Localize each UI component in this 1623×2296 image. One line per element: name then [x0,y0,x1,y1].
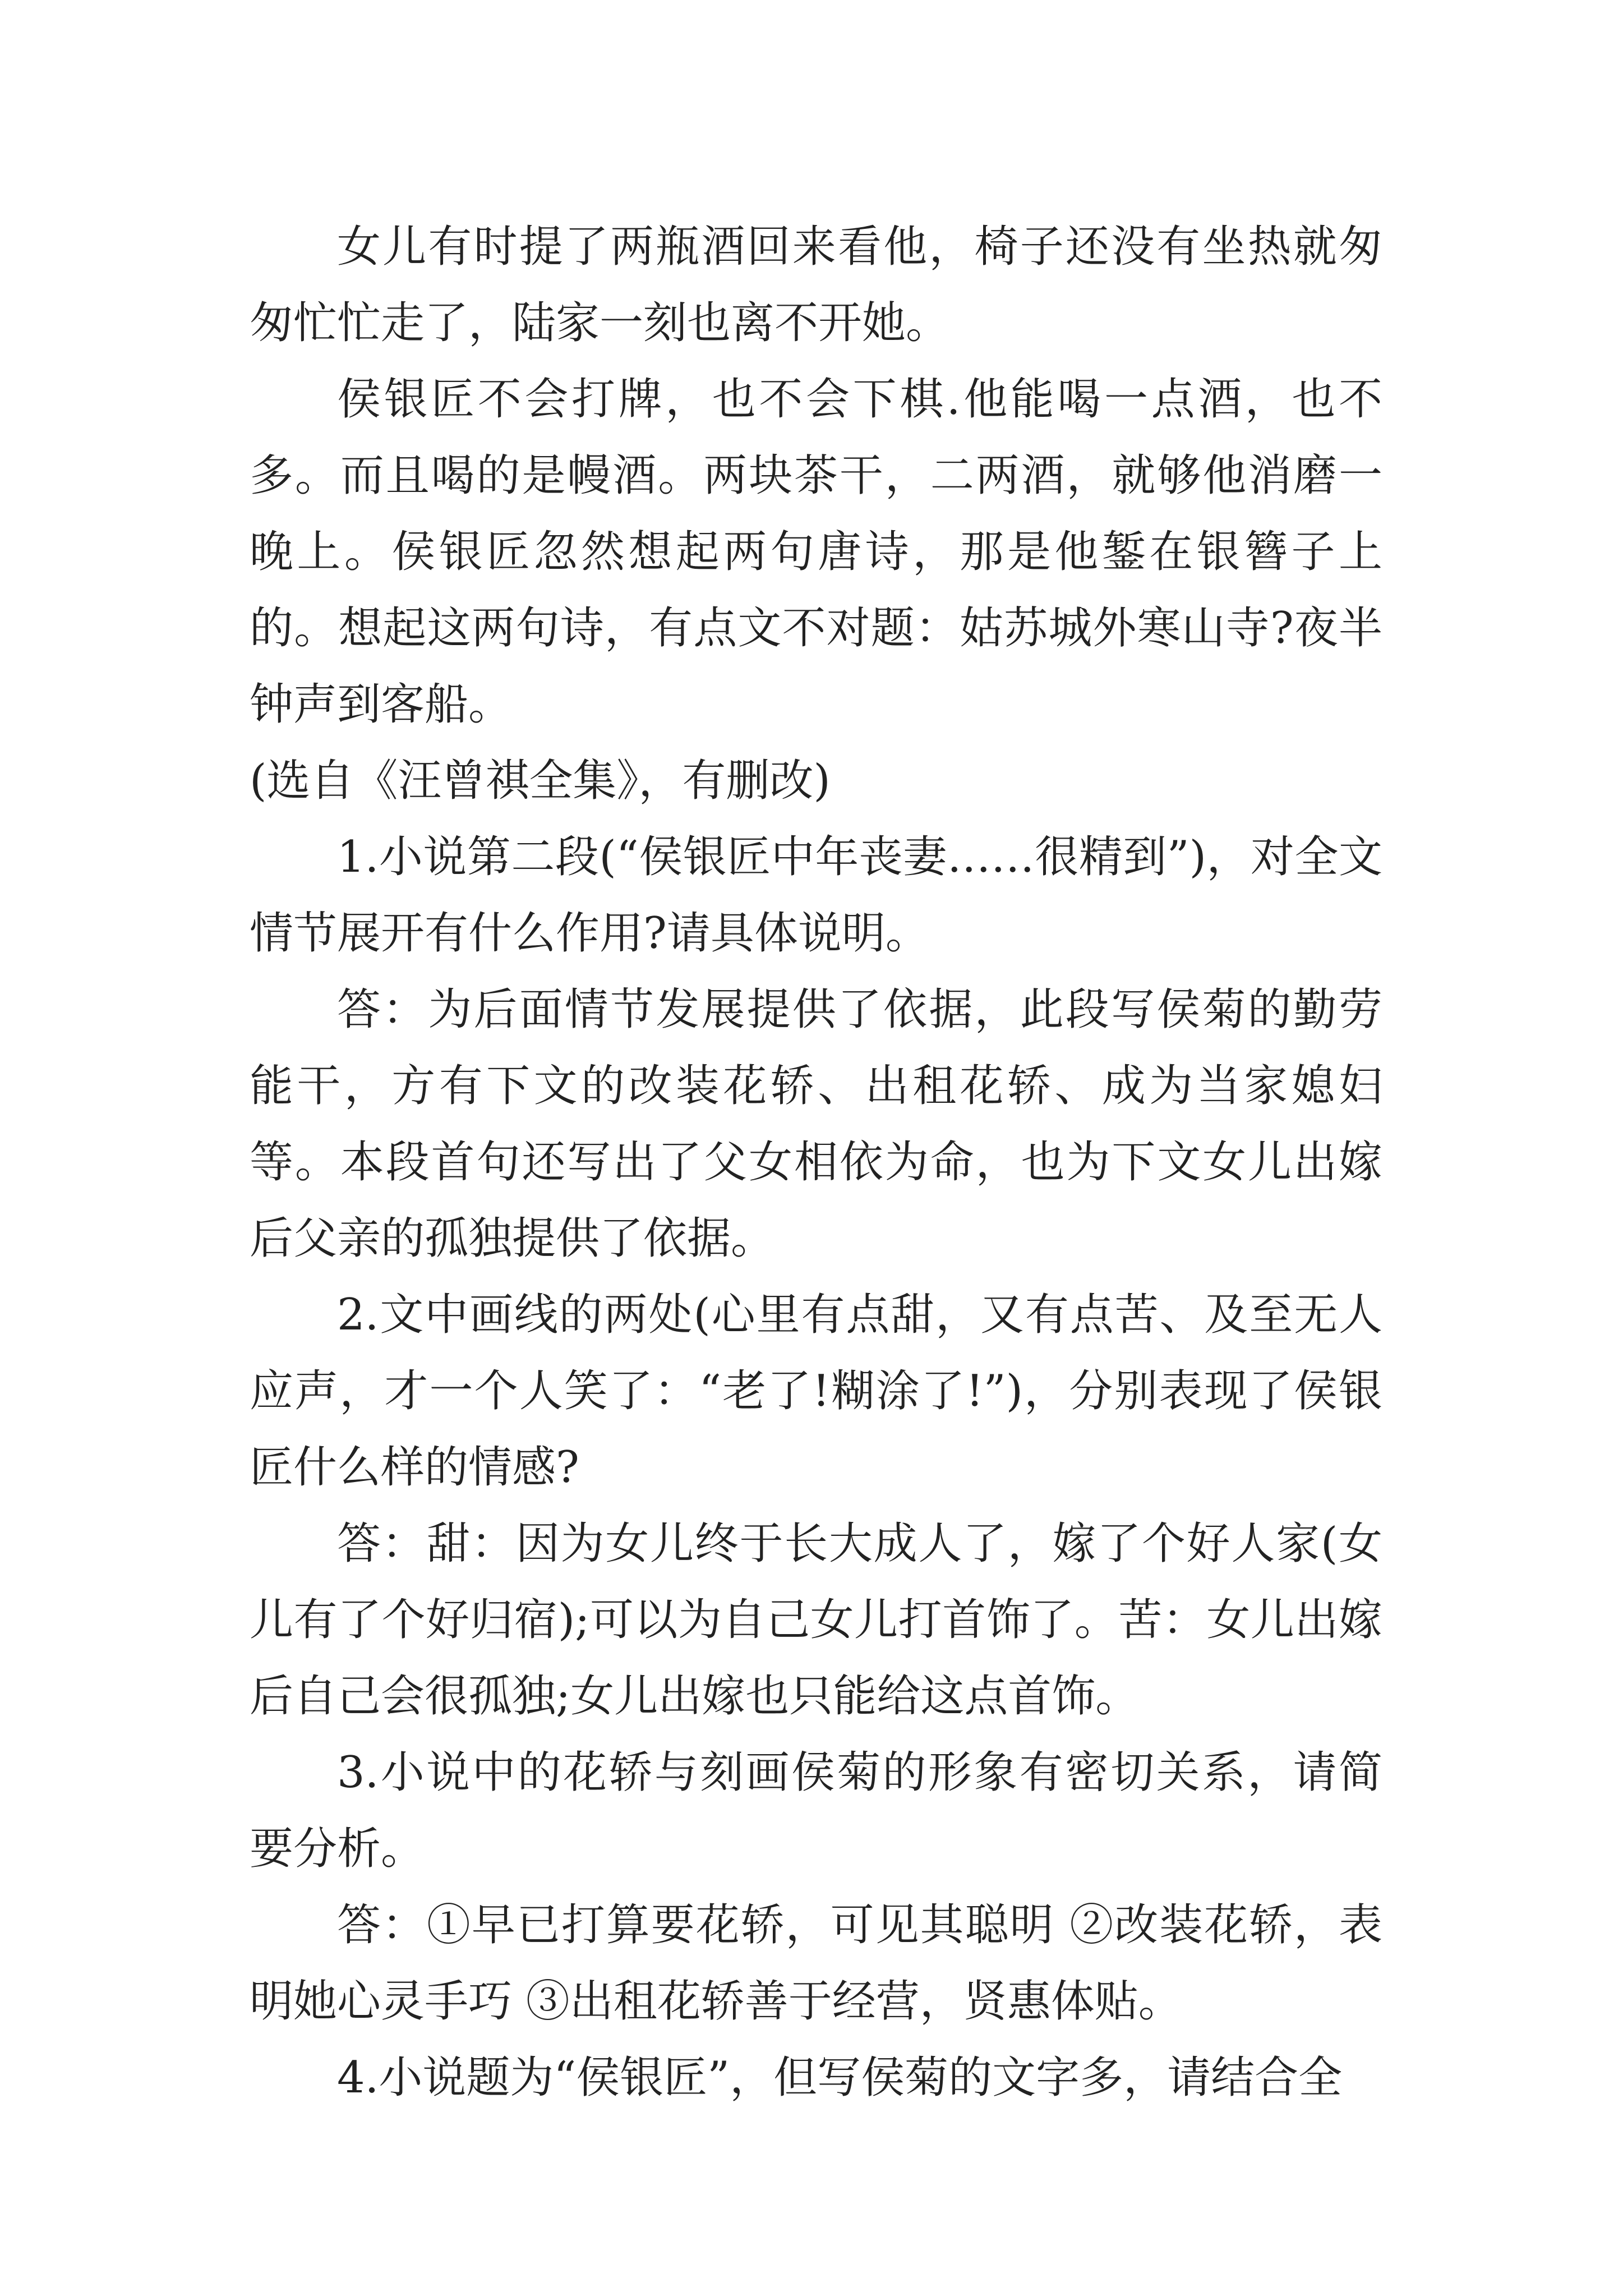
question-2: 2.文中画线的两处(心里有点甜，又有点苦、及至无人应声，才一个人笑了：“老了!糊涂了!”)，分别表现了侯银匠什么样的情感? [250,1290,1382,1493]
question-4: 4.小说题为“侯银匠”，但写侯菊的文字多，请结合全 [337,2053,1343,2103]
question-3: 3.小说中的花轿与刻画侯菊的形象有密切关系，请简要分析。 [250,1747,1382,1874]
answer-3: 答：①早已打算要花轿，可见其聪明 ②改装花轿，表明她心灵手巧 ③出租花轿善于经营，贤惠体贴。 [250,1900,1382,2027]
question-1: 1.小说第二段(“侯银匠中年丧妻……很精到”)，对全文情节展开有什么作用?请具体说明。 [250,832,1382,959]
document-page [250,209,1382,2116]
answer-2: 答：甜：因为女儿终于长大成人了，嫁了个好人家(女儿有了个好归宿);可以为自己女儿打首饰了。苦：女儿出嫁后自己会很孤独;女儿出嫁也只能给这点首饰。 [250,1519,1382,1722]
paragraph-daughter-visits: 女儿有时提了两瓶酒回来看他，椅子还没有坐热就匆匆忙忙走了，陆家一刻也离不开她。 [250,222,1382,348]
answer-1: 答：为后面情节发展提供了依据，此段写侯菊的勤劳能干，方有下文的改装花轿、出租花轿、成为当家媳妇等。本段首句还写出了父女相依为命，也为下文女儿出嫁后父亲的孤独提供了依据。 [250,984,1382,1264]
source-citation: (选自《汪曾祺全集》，有删改) [250,756,831,806]
paragraph-silversmith-evening: 侯银匠不会打牌，也不会下棋.他能喝一点酒，也不多。而且喝的是幔酒。两块茶干，二两酒，就够他消磨一晚上。侯银匠忽然想起两句唐诗，那是他錾在银簪子上的。想起这两句诗，有点文不对题：姑苏城外寒山寺?夜半钟声到客船。 [250,374,1382,730]
